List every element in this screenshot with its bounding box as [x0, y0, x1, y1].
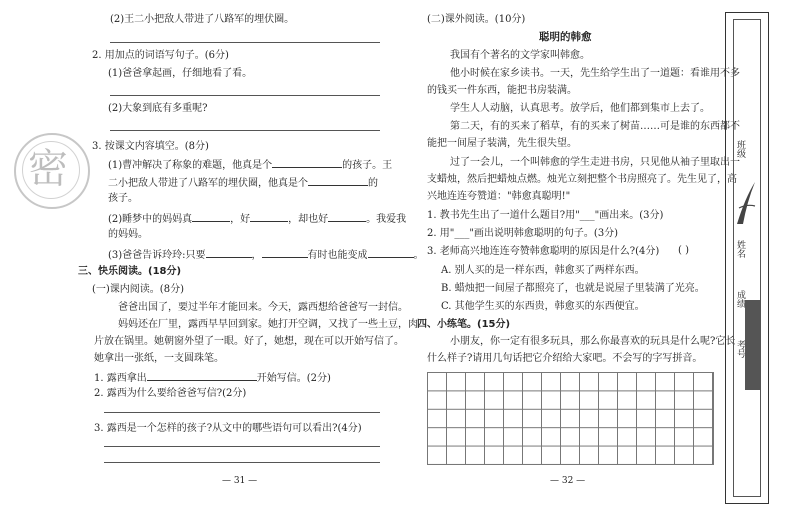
article-line: 兴地连连夸赞道："韩愈真聪明!"	[427, 191, 571, 202]
option-a: A. 别人买的是一样东西，韩愈买了两样东西。	[441, 265, 645, 276]
logo-icon	[733, 178, 759, 228]
article-line: 第二天，有的买来了稻草，有的买来了树苗……可是谁的东西都不	[450, 121, 740, 132]
sidebar-score: 成绩	[735, 290, 745, 308]
question-2: 2. 用加点的词语写句子。(6分)	[92, 50, 229, 61]
q3-1a: (1)曹冲解决了称象的难题，他真是个	[108, 160, 273, 171]
q3-3a: (3)爸爸告诉玲玲:只要	[108, 250, 206, 261]
blank[interactable]	[328, 211, 366, 222]
blank[interactable]	[147, 370, 257, 381]
sidebar-banner	[745, 300, 761, 390]
option-c: C. 其他学生买的东西贵，韩愈买的东西便宜。	[441, 301, 645, 312]
q3-1c: 二小把敌人带进了八路军的埋伏圈，他真是个	[108, 178, 308, 189]
q3-1b: 的孩子。王	[342, 160, 393, 171]
passage-line: 爸爸出国了，要过半年才能回来。今天，露西想给爸爸写一封信。	[118, 302, 408, 313]
sidebar-id: 考号	[735, 340, 745, 358]
q3-2e: 的妈妈。	[108, 229, 148, 240]
question-2-2: (2)大象到底有多重呢?	[108, 103, 208, 114]
answer-line[interactable]	[110, 42, 380, 43]
r1b: 开始写信。(2分)	[256, 373, 331, 384]
article-line: 学生人人动脑，认真思考。放学后，他们都到集市上去了。	[450, 103, 710, 114]
blank[interactable]	[308, 175, 368, 186]
article-line: 支蜡烛，然后把蜡烛点燃。烛光立刻把整个书房照亮了。先生见了，高	[427, 174, 737, 185]
binding-sidebar	[725, 12, 769, 504]
article-line: 我国有个著名的文学家叫韩愈。	[450, 50, 590, 61]
article-line: 过了一会儿，一个叫韩愈的学生走进书房，只见他从袖子里取出一	[450, 157, 740, 168]
answer-line[interactable]	[110, 130, 380, 131]
writing-grid[interactable]	[427, 372, 714, 465]
article-line: 的钱买一件东西，能把书房装满。	[427, 85, 577, 96]
blank[interactable]	[368, 247, 414, 258]
binding-strip	[733, 19, 761, 497]
seal-character: 密	[28, 146, 68, 192]
page-number-left: — 31 —	[222, 476, 258, 486]
reading-q3: 3. 露西是一个怎样的孩子?从文中的哪些语句可以看出?(4分)	[94, 423, 362, 434]
sub-heading-2: (二)课外阅读。(10分)	[427, 14, 526, 25]
article-line: 他小时候在家乡读书。一天，先生给学生出了一道题：看谁用不多	[450, 68, 740, 79]
writing-prompt: 小朋友，你一定有很多玩具，那么你最喜欢的玩具是什么呢?它长	[450, 336, 736, 347]
blank[interactable]	[250, 211, 288, 222]
seal-stamp	[14, 133, 90, 209]
outside-q2: 2. 用"___"画出说明韩愈聪明的句子。(3分)	[427, 228, 619, 239]
article-line: 能把一间屋子装满，先生很失望。	[427, 138, 577, 149]
q3-1d: 的	[368, 178, 378, 189]
blank[interactable]	[272, 157, 342, 168]
q3-1e: 孩子。	[108, 193, 138, 204]
sub-heading-1: (一)课内阅读。(8分)	[92, 284, 184, 295]
q3-3d: 。	[413, 250, 424, 261]
q3-3c: 有时也能变成	[307, 250, 368, 261]
reading-q1	[94, 370, 331, 385]
answer-line[interactable]	[110, 95, 380, 96]
passage-line: 她拿出一张纸，一支圆珠笔。	[94, 353, 224, 364]
blank[interactable]	[192, 211, 230, 222]
outside-q3: 3. 老师高兴地连连夸赞韩愈聪明的原因是什么?(4分)	[427, 246, 660, 257]
answer-paren[interactable]: ( )	[678, 245, 689, 256]
section-3-heading: 三、快乐阅读。(18分)	[78, 266, 182, 277]
question-3-1-line2	[108, 175, 378, 190]
answer-line[interactable]	[104, 462, 380, 463]
left-l1: (2)王二小把敌人带进了八路军的埋伏圈。	[110, 14, 295, 25]
q3-2d: 。我爱我	[366, 214, 407, 225]
question-3-2-line1	[108, 211, 406, 226]
question-3-1-line1	[108, 157, 392, 172]
passage-line: 妈妈还在厂里，露西早早回到家。她打开空调，又找了一些土豆，肉	[118, 319, 418, 330]
sidebar-class: 班级	[735, 140, 745, 158]
q3-2a: (2)睡梦中的妈妈真	[108, 214, 193, 225]
question-2-1: (1)爸爸拿起画，仔细地看了看。	[108, 68, 253, 79]
question-3-3	[108, 247, 424, 262]
passage-line: 片放在锅里。她朝窗外望了一眼。好了，她想，现在可以开始写信了。	[94, 336, 404, 347]
r1a: 1. 露西拿出	[94, 373, 147, 384]
q3-2b: ，好	[230, 214, 251, 225]
blank[interactable]	[206, 247, 252, 258]
sidebar-name: 姓名	[735, 240, 745, 258]
section-4-heading: 四、小练笔。(15分)	[417, 319, 511, 330]
blank[interactable]	[262, 247, 308, 258]
answer-line[interactable]	[104, 412, 380, 413]
article-title: 聪明的韩愈	[539, 31, 592, 43]
reading-q2: 2. 露西为什么要给爸爸写信?(2分)	[94, 388, 247, 399]
question-3: 3. 按课文内容填空。(8分)	[92, 141, 209, 152]
option-b: B. 蜡烛把一间屋子都照亮了，也就是说屋子里装满了光亮。	[441, 283, 705, 294]
page-number-right: — 32 —	[550, 476, 586, 486]
answer-line[interactable]	[104, 446, 380, 447]
q3-2c: ，却也好	[288, 214, 329, 225]
writing-prompt: 什么样子?请用几句话把它介绍给大家吧。不会写的字写拼音。	[427, 353, 703, 364]
outside-q1: 1. 教书先生出了一道什么题目?用"___"画出来。(3分)	[427, 210, 664, 221]
q3-3b: ，	[251, 250, 262, 261]
